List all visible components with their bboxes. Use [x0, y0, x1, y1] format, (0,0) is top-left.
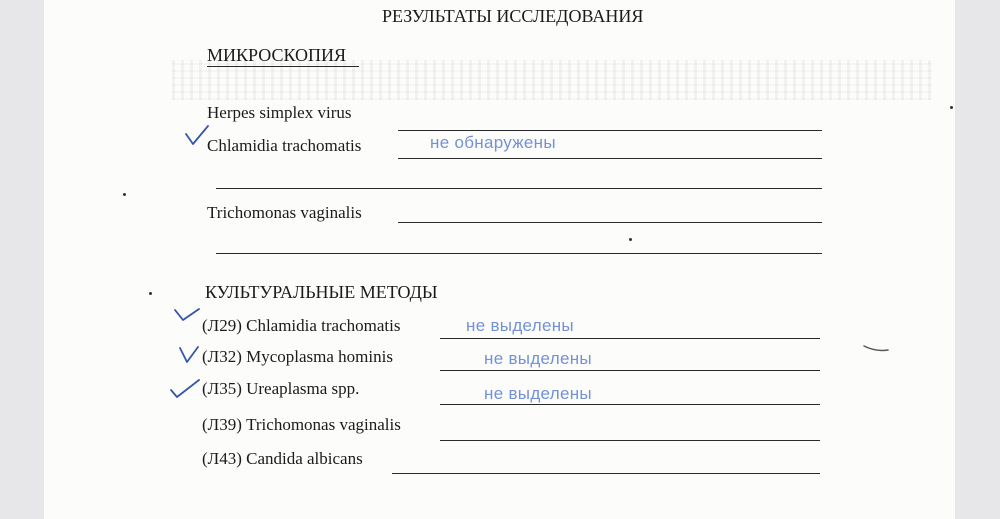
scan-mark — [862, 336, 892, 356]
result-line — [398, 130, 822, 131]
result-line — [440, 338, 820, 339]
checkmark-icon — [173, 306, 201, 324]
result-line — [392, 473, 820, 474]
microscopy-label-herpes: Herpes simplex virus — [207, 103, 352, 122]
culture-label-l29: (Л29) Chlamidia trachomatis — [202, 316, 401, 335]
culture-result-l29: не выделены — [466, 316, 574, 335]
result-line — [440, 440, 820, 441]
heading-underline — [207, 66, 359, 67]
document-title: РЕЗУЛЬТАТЫ ИССЛЕДОВАНИЯ — [382, 6, 644, 26]
scan-speck — [123, 193, 126, 196]
culture-label-l32: (Л32) Mycoplasma hominis — [202, 347, 393, 366]
microscopy-label-chlamidia: Chlamidia trachomatis — [207, 136, 362, 155]
culture-result-l32: не выделены — [484, 349, 592, 368]
scan-speck — [629, 238, 632, 241]
microscopy-heading: МИКРОСКОПИЯ — [207, 45, 347, 65]
scan-speck — [950, 106, 953, 109]
document-page — [44, 0, 955, 519]
result-line — [398, 158, 822, 159]
result-line — [216, 188, 822, 189]
culture-label-l39: (Л39) Trichomonas vaginalis — [202, 415, 401, 434]
culture-label-l43: (Л43) Candida albicans — [202, 449, 363, 468]
checkmark-icon — [178, 345, 200, 365]
culture-heading: КУЛЬТУРАЛЬНЫЕ МЕТОДЫ — [205, 282, 438, 302]
microscopy-label-trichomonas: Trichomonas vaginalis — [207, 203, 362, 222]
result-line — [398, 222, 822, 223]
scan-speck — [149, 292, 152, 295]
culture-label-l35: (Л35) Ureaplasma spp. — [202, 379, 360, 398]
result-line — [440, 404, 820, 405]
result-line — [216, 253, 822, 254]
checkmark-icon — [169, 378, 201, 400]
result-line — [440, 370, 820, 371]
culture-result-l35: не выделены — [484, 384, 592, 403]
microscopy-result-chlamidia: не обнаружены — [430, 133, 556, 152]
